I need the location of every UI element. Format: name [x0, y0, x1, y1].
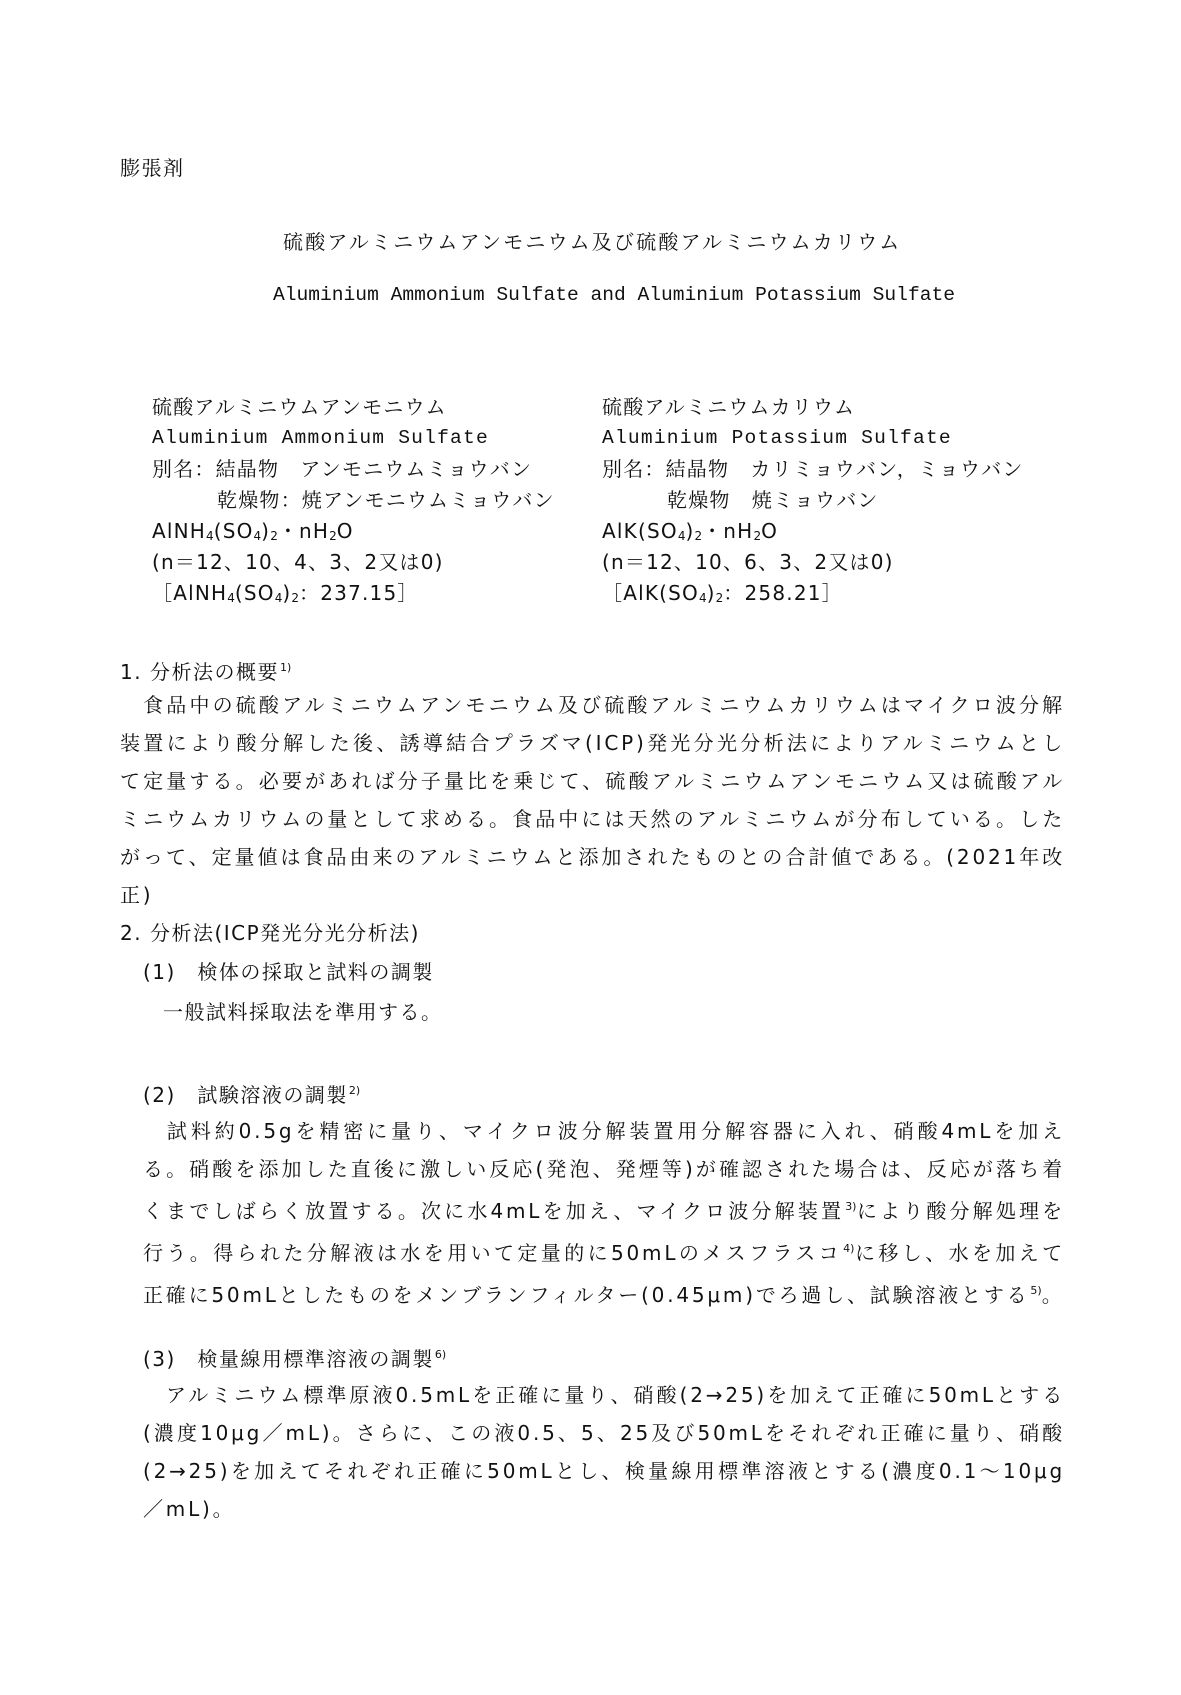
formula-part: AlNH: [152, 519, 207, 543]
mw-part: (SO: [659, 581, 699, 605]
compound-formula: [152, 516, 555, 547]
page-title-english: Aluminium Ammonium Sulfate and Aluminium Potassium Sulfate: [273, 284, 955, 306]
subsection-1-heading: (1) 検体の採取と試料の調製: [143, 960, 434, 984]
formula-sub: 2: [753, 529, 762, 543]
body-text: に移し、水を加えて正確に50mLとしたものをメンブランフィルター(0.45μm)でろ過し、試験溶液とする: [143, 1241, 1065, 1307]
formula-part: (SO: [213, 519, 254, 543]
formula-part: O: [336, 519, 354, 543]
mw-sub: 4: [274, 591, 283, 605]
formula-sub: 2: [329, 529, 337, 543]
page-title-japanese: 硫酸アルミニウムアンモニウム及び硫酸アルミニウムカリウム: [283, 230, 902, 254]
compound-molecular-weight: [602, 578, 1024, 609]
formula-part: ・nH: [277, 519, 330, 543]
formula-part: ): [685, 519, 695, 543]
subsection-3-body: アルミニウム標準原液0.5mLを正確に量り、硝酸(2→25)を加えて正確に50mLとする(濃度10μg／mL)。さらに、この液0.5、5、25及び50mLをそれぞれ正確に量り、硝酸(2→25)を加えてそれぞれ正確に50mLとし、検量線用標準溶液とする(濃度0.1～10μg／mL)。: [143, 1383, 1065, 1521]
formula-sub: 4: [206, 529, 214, 543]
compound-hydrates: (n＝12、10、6、3、2又は0): [602, 550, 894, 574]
mw-value: ：258.21］: [723, 581, 843, 605]
section-1-body: 食品中の硫酸アルミニウムアンモニウム及び硫酸アルミニウムカリウムはマイクロ波分解装置により酸分解した後、誘導結合プラズマ(ICP)発光分光分析法によりアルミニウムとして定量する。必要があれば分子量比を乗じて、硫酸アルミニウムアンモニウム又は硫酸アルミニウムカリウムの量として求める。食品中には天然のアルミニウムが分布している。したがって、定量値は食品由来のアルミニウムと添加されたものとの合計値である。(2021年改正): [120, 693, 1065, 907]
formula-part: ・nH: [702, 519, 754, 543]
subsection-2-body: [143, 1112, 1065, 1314]
compound-name-ja: 硫酸アルミニウムカリウム: [602, 395, 856, 419]
formula-part: (SO: [637, 519, 678, 543]
footnote-ref[interactable]: 1): [279, 661, 292, 674]
compound-alias-crystal: 別名：結晶物 アンモニウムミョウバン: [152, 457, 533, 481]
subsection-1-body: 一般試料採取法を準用する。: [163, 1000, 443, 1024]
compound-name-en: Aluminium Potassium Sulfate: [602, 427, 952, 449]
formula-part: ): [261, 519, 271, 543]
mw-part: (SO: [234, 581, 275, 605]
body-text: により酸分解処理を行う。得られた分解液は水を用いて定量的に50mLのメスフラスコ: [143, 1199, 1065, 1265]
section-1-heading: [120, 654, 291, 686]
mw-sub: 4: [227, 591, 235, 605]
compound-formula: [602, 516, 1024, 547]
footnote-ref[interactable]: 3): [845, 1200, 857, 1213]
body-text: 試料約0.5gを精密に量り、マイクロ波分解装置用分解容器に入れ、硝酸4mLを加える。硝酸を添加した直後に激しい反応(発泡、発煙等)が確認された場合は、反応が落ち着くまでしばらく放置する。次に水4mLを加え、マイクロ波分解装置: [143, 1119, 1065, 1223]
mw-part: ): [706, 581, 716, 605]
subsection-2-heading: [143, 1077, 360, 1109]
category-label: 膨張剤: [120, 156, 185, 180]
mw-part: ［AlK: [602, 581, 660, 605]
formula-sub: 4: [253, 529, 262, 543]
footnote-ref[interactable]: 4): [843, 1242, 855, 1255]
mw-part: ): [282, 581, 292, 605]
mw-sub: 2: [715, 591, 724, 605]
compound-name-ja: 硫酸アルミニウムアンモニウム: [152, 395, 447, 419]
mw-part: ［AlNH: [152, 581, 228, 605]
body-text: 。: [1041, 1283, 1065, 1307]
heading-text: 1. 分析法の概要: [120, 660, 279, 684]
mw-sub: 2: [291, 591, 300, 605]
compound-hydrates: (n＝12、10、4、3、2又は0): [152, 550, 444, 574]
compound-alias-dried: 乾燥物：焼アンモニウムミョウバン: [217, 488, 555, 512]
compound-ammonium: [152, 392, 555, 609]
section-2-heading: 2. 分析法(ICP発光分光分析法): [120, 921, 420, 945]
formula-part: AlK: [602, 519, 638, 543]
compound-molecular-weight: [152, 578, 555, 609]
compound-alias-dried: 乾燥物 焼ミョウバン: [667, 488, 879, 512]
heading-text: (2) 試験溶液の調製: [143, 1083, 348, 1107]
formula-sub: 2: [270, 529, 278, 543]
subsection-3-heading: [143, 1341, 446, 1373]
mw-sub: 4: [699, 591, 707, 605]
heading-text: (3) 検量線用標準溶液の調製: [143, 1347, 434, 1371]
footnote-ref[interactable]: 2): [348, 1084, 361, 1097]
compound-name-en: Aluminium Ammonium Sulfate: [152, 427, 489, 449]
compound-alias-crystal: 別名：結晶物 カリミョウバン，ミョウバン: [602, 457, 1024, 481]
formula-part: O: [761, 519, 779, 543]
footnote-ref[interactable]: 5): [1030, 1284, 1042, 1297]
footnote-ref[interactable]: 6): [434, 1348, 447, 1361]
formula-sub: 2: [694, 529, 703, 543]
compound-potassium: [602, 392, 1024, 609]
mw-value: ：237.15］: [299, 581, 419, 605]
formula-sub: 4: [677, 529, 686, 543]
